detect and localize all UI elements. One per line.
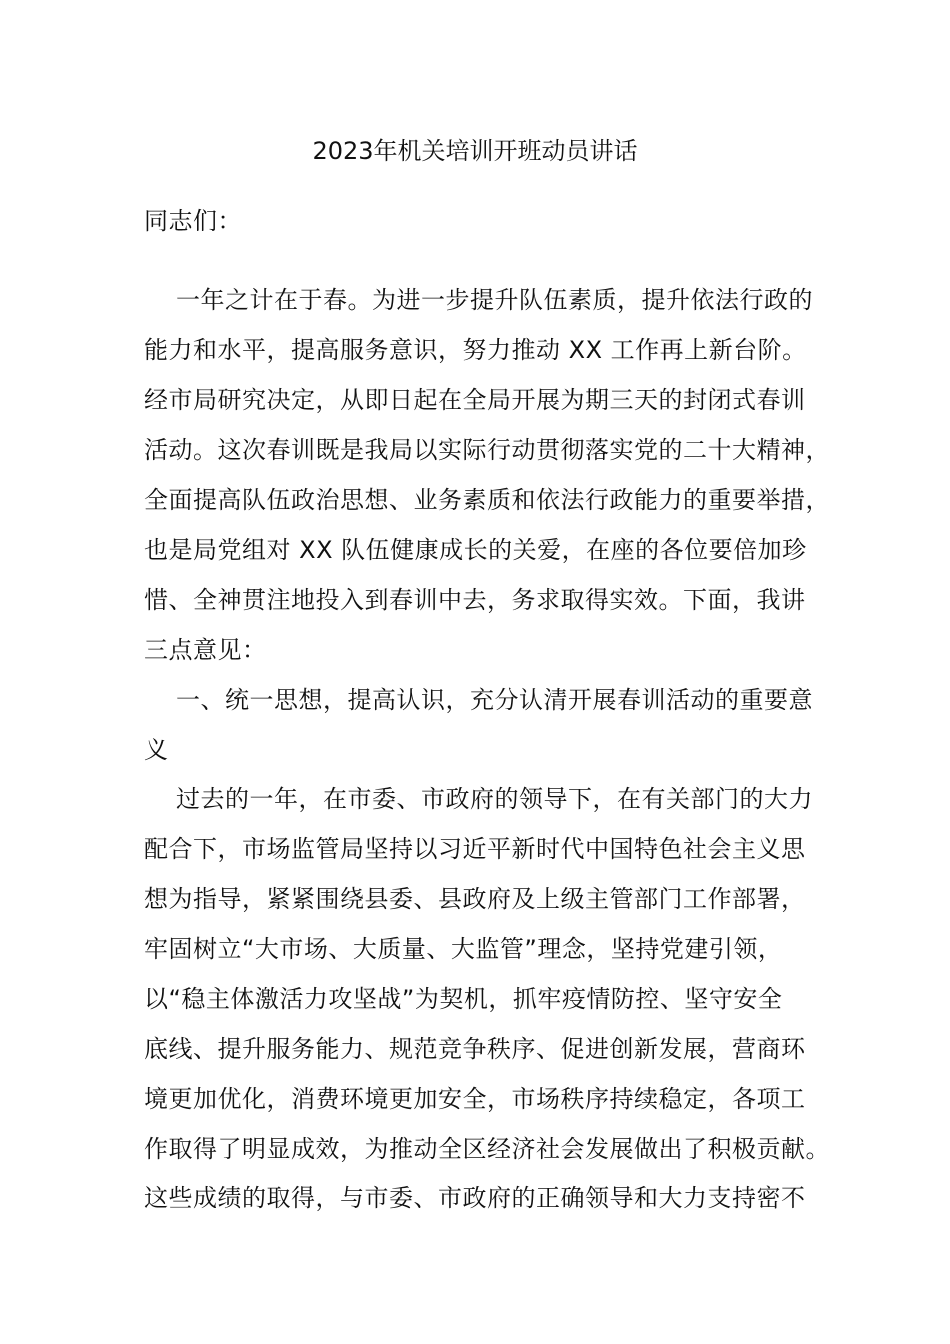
paragraph-line: 境更加优化，消费环境更加安全，市场秩序持续稳定，各项工	[144, 1085, 806, 1113]
paragraph-line: 牢固树立“大市场、大质量、大监管”理念，坚持党建引领，	[144, 935, 783, 963]
paragraph-line: 底线、提升服务能力、规范竞争秩序、促进创新发展，营商环	[144, 1035, 806, 1063]
section-heading-line: 义	[144, 736, 169, 764]
paragraph-line: 以“稳主体激活力攻坚战”为契机，抓牢疫情防控、坚守安全	[144, 985, 783, 1013]
paragraph-line: 过去的一年，在市委、市政府的领导下，在有关部门的大力	[176, 785, 813, 813]
paragraph-line: 活动。这次春训既是我局以实际行动贯彻落实党的二十大精神，	[144, 436, 830, 464]
paragraph-line: 能力和水平，提高服务意识，努力推动 XX 工作再上新台阶。	[144, 336, 807, 364]
paragraph-line: 惜、全神贯注地投入到春训中去，务求取得实效。下面，我讲	[144, 586, 806, 614]
document-title: 2023年机关培训开班动员讲话	[312, 137, 638, 165]
section-heading-line: 一、统一思想，提高认识，充分认清开展春训活动的重要意	[176, 686, 813, 714]
paragraph-line: 一年之计在于春。为进一步提升队伍素质，提升依法行政的	[176, 286, 813, 314]
paragraph-line: 作取得了明显成效，为推动全区经济社会发展做出了积极贡献。	[144, 1135, 830, 1163]
paragraph-line: 全面提高队伍政治思想、业务素质和依法行政能力的重要举措，	[144, 486, 830, 514]
paragraph-line: 配合下，市场监管局坚持以习近平新时代中国特色社会主义思	[144, 835, 806, 863]
paragraph-line: 想为指导，紧紧围绕县委、县政府及上级主管部门工作部署，	[144, 885, 806, 913]
paragraph-line: 三点意见：	[144, 636, 267, 664]
paragraph-line: 这些成绩的取得，与市委、市政府的正确领导和大力支持密不	[144, 1184, 806, 1212]
paragraph-line: 也是局党组对 XX 队伍健康成长的关爱，在座的各位要倍加珍	[144, 536, 807, 564]
paragraph-line: 经市局研究决定，从即日起在全局开展为期三天的封闭式春训	[144, 386, 806, 414]
salutation: 同志们：	[144, 207, 242, 235]
